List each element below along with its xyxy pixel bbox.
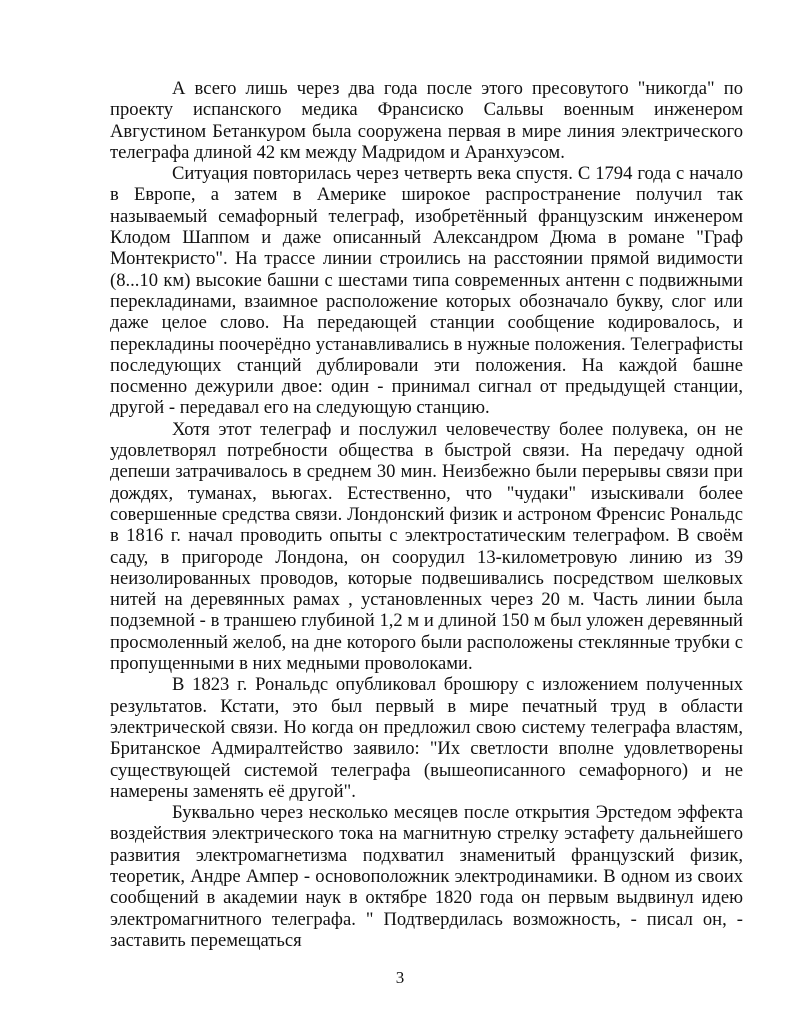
paragraph-4: В 1823 г. Рональдс опубликовал брошюру с изложением полученных результатов. Кстати, это был первый в мире печатный труд в области электрической связи. Но когда он предложил свою систему телеграфа властям, Британское Адмиралтейство заявило: "Их светлости вполне удовлетворены существующей системой телеграфа (вышеописанного семафорного) и не намерены заменять её другой".	[110, 674, 743, 802]
document-body	[110, 78, 743, 951]
paragraph-2: Ситуация повторилась через четверть века спустя. С 1794 года с начало в Европе, а затем в Америке широкое распространение получил так называемый семафорный телеграф, изобретённый французским инженером Клодом Шаппом и даже описанный Александром Дюма в романе "Граф Монтекристо". На трассе линии строились на расстоянии прямой видимости (8...10 км) высокие башни с шестами типа современных антенн с подвижными перекладинами, взаимное расположение которых обозначало букву, слог или даже целое слово. На передающей станции сообщение кодировалось, и перекладины поочерёдно устанавливались в нужные положения. Телеграфисты последующих станций дублировали эти положения. На каждой башне посменно дежурили двое: один - принимал сигнал от предыдущей станции, другой - передавал его на следующую станцию.	[110, 163, 743, 419]
paragraph-1: А всего лишь через два года после этого пресовутого "никогда" по проекту испанского медика Франсиско Сальвы военным инженером Августином Бетанкуром была сооружена первая в мире линия электрического телеграфа длиной 42 км между Мадридом и Аранхуэсом.	[110, 78, 743, 163]
paragraph-3: Хотя этот телеграф и послужил человечеству более полувека, он не удовлетворял потребности общества в быстрой связи. На передачу одной депеши затрачивалось в среднем 30 мин. Неизбежно были перерывы связи при дождях, туманах, вьюгах. Естественно, что "чудаки" изыскивали более совершенные средства связи. Лондонский физик и астроном Френсис Рональдс в 1816 г. начал проводить опыты с электростатическим телеграфом. В своём саду, в пригороде Лондона, он соорудил 13-километровую линию из 39 неизолированных проводов, которые подвешивались посредством шелковых нитей на деревянных рамах , установленных через 20 м. Часть линии была подземной - в траншею глубиной 1,2 м и длиной 150 м был уложен деревянный просмоленный желоб, на дне которого были расположены стеклянные трубки с пропущенными в них медными проволоками.	[110, 418, 743, 675]
page-number: 3	[395, 968, 405, 987]
paragraph-5: Буквально через несколько месяцев после открытия Эрстедом эффекта воздействия электрического тока на магнитную стрелку эстафету дальнейшего развития электромагнетизма подхватил знаменитый французский физик, теоретик, Андре Ампер - основоположник электродинамики. В одном из своих сообщений в академии наук в октябре 1820 года он первым выдвинул идею электромагнитного телеграфа. " Подтвердилась возможность, - писал он, - заставить перемещаться	[110, 802, 743, 951]
